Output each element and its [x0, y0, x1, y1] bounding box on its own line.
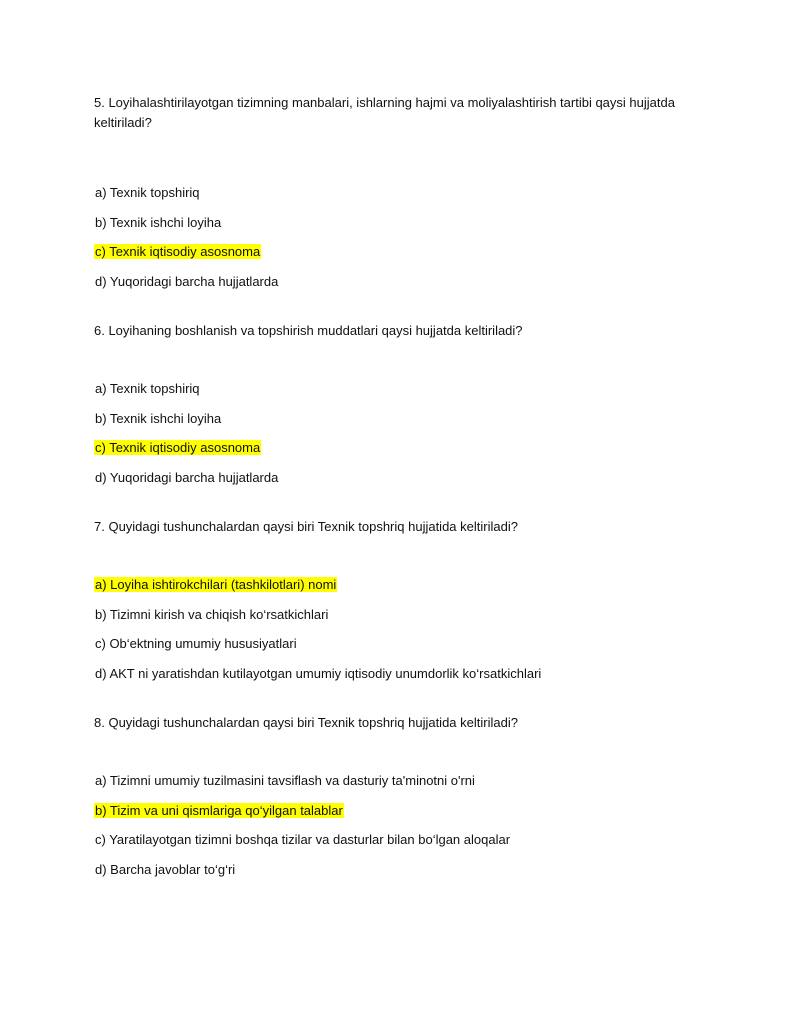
option-b: b) Texnik ishchi loyiha — [95, 410, 222, 426]
option-c-highlighted: c) Texnik iqtisodiy asosnoma — [95, 440, 261, 455]
question-text: 7. Quyidagi tushunchalardan qaysi biri Texnik topshriq hujjatida keltiriladi? — [94, 519, 518, 534]
option-c-highlighted: c) Texnik iqtisodiy asosnoma — [95, 244, 261, 259]
option-d: d) Barcha javoblar to‘g‘ri — [95, 861, 236, 877]
option-a: a) Tizimni umumiy tuzilmasini tavsiflash va dasturiy ta'minotni o'rni — [95, 773, 475, 788]
question-block-8 — [94, 713, 714, 889]
question-text: 6. Loyihaning boshlanish va topshirish muddatlari qaysi hujjatda keltiriladi? — [94, 323, 523, 338]
document-page — [94, 93, 714, 889]
option-b: b) Tizimni kirish va chiqish ko‘rsatkichlari — [95, 606, 329, 622]
option-b: b) Texnik ishchi loyiha — [95, 214, 222, 230]
option-a: a) Texnik topshiriq — [95, 185, 200, 200]
question-block-7 — [94, 517, 714, 693]
question-text: 5. Loyihalashtirilayotgan tizimning manbalari, ishlarning hajmi va moliyalashtirish tartibi qaysi hujjatda keltiriladi? — [94, 95, 675, 130]
question-text: 8. Quyidagi tushunchalardan qaysi biri Texnik topshriq hujjatida keltiriladi? — [94, 715, 518, 730]
option-d: d) AKT ni yaratishdan kutilayotgan umumiy iqtisodiy unumdorlik ko‘rsatkichlari — [95, 665, 542, 681]
option-b-highlighted: b) Tizim va uni qismlariga qo‘yilgan talablar — [95, 802, 343, 818]
option-c: c) Yaratilayotgan tizimni boshqa tizilar va dasturlar bilan bo‘lgan aloqalar — [95, 832, 511, 847]
option-a: a) Texnik topshiriq — [95, 381, 200, 396]
question-block-5 — [94, 93, 714, 301]
option-d: d) Yuqoridagi barcha hujjatlarda — [95, 273, 279, 289]
option-d: d) Yuqoridagi barcha hujjatlarda — [95, 469, 279, 485]
question-block-6 — [94, 321, 714, 497]
option-a-highlighted: a) Loyiha ishtirokchilari (tashkilotlari) nomi — [95, 577, 337, 592]
option-c: c) Ob‘ektning umumiy hususiyatlari — [95, 636, 297, 651]
